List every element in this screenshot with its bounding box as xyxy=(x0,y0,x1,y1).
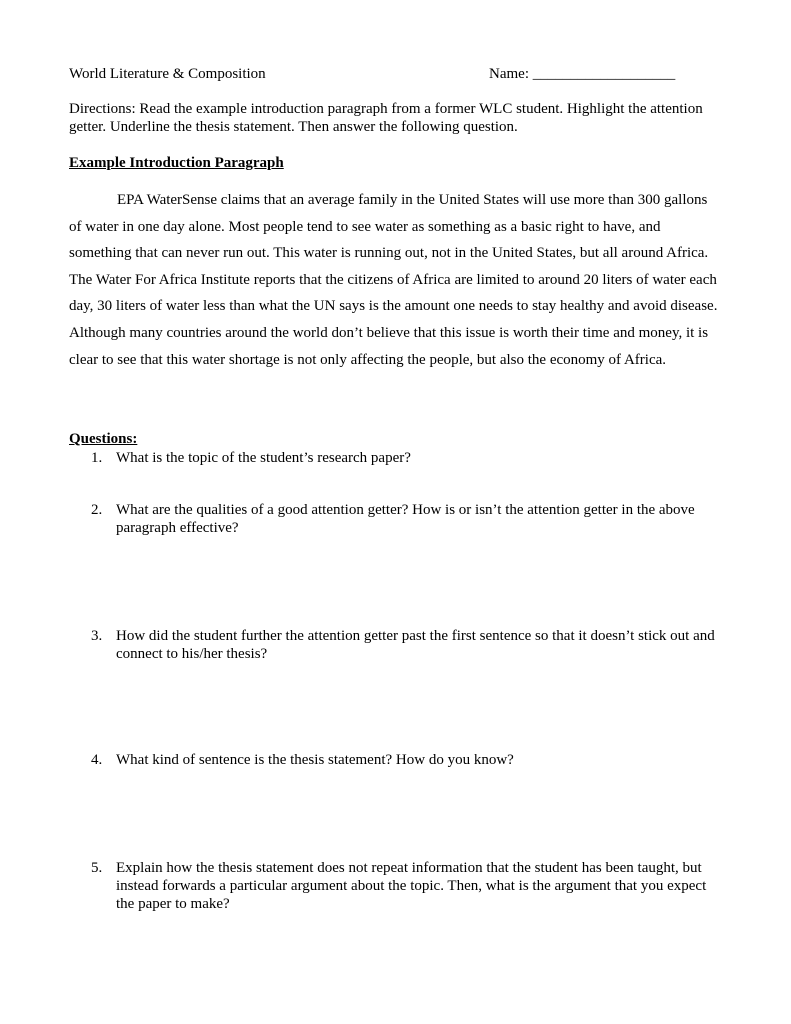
course-title: World Literature & Composition xyxy=(69,66,266,82)
question-item xyxy=(69,859,729,913)
example-heading: Example Introduction Paragraph xyxy=(69,155,284,171)
question-item xyxy=(69,751,729,769)
question-number: 1. xyxy=(91,450,103,466)
question-item xyxy=(69,449,729,467)
name-field: Name: ___________________ xyxy=(489,66,676,82)
question-text: What are the qualities of a good attention getter? How is or isn’t the attention getter in the above paragraph effective? xyxy=(116,502,695,536)
question-number: 2. xyxy=(91,502,103,518)
directions-text: Directions: Read the example introduction paragraph from a former WLC student. Highlight the attention getter. Underline the thesis statement. Then answer the following question. xyxy=(69,101,703,135)
questions-heading: Questions: xyxy=(69,431,138,447)
question-item xyxy=(69,627,729,663)
question-text: How did the student further the attention getter past the first sentence so that it doesn’t stick out and connect to his/her thesis? xyxy=(116,628,715,662)
question-number: 5. xyxy=(91,860,103,876)
question-text: What is the topic of the student’s research paper? xyxy=(116,450,411,466)
document-header xyxy=(69,64,729,84)
question-item xyxy=(69,501,729,537)
example-intro-paragraph: EPA WaterSense claims that an average family in the United States will use more than 300 gallons of water in one day alone. Most people tend to see water as something as a basic right to have, and something that can never run out. This water is running out, not in the United States, but all around Africa. The Water For Africa Institute reports that the citizens of Africa are limited to around 20 liters of water each day, 30 liters of water less than what the UN says is the amount one needs to stay healthy and avoid disease. Although many countries around the world don’t believe that this issue is worth their time and money, it is clear to see that this water shortage is not only affecting the people, but also the economy of Africa. xyxy=(69,192,718,368)
question-number: 3. xyxy=(91,628,103,644)
question-number: 4. xyxy=(91,752,103,768)
question-text: What kind of sentence is the thesis statement? How do you know? xyxy=(116,752,514,768)
question-text: Explain how the thesis statement does not repeat information that the student has been taught, but instead forwards a particular argument about the topic. Then, what is the argument that you expect the paper to make? xyxy=(116,860,707,912)
